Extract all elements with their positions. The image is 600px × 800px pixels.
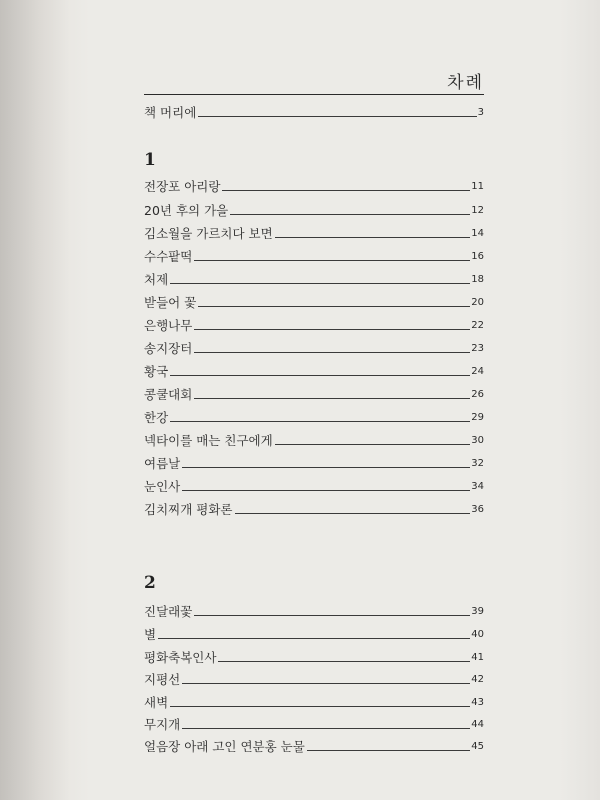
entry-label: 황국 [144,364,169,379]
toc-entry[interactable] [144,360,484,380]
entry-label: 책 머리에 [144,105,197,120]
entry-label: 무지개 [144,717,181,732]
leader-line [170,421,470,422]
entry-label: 지평선 [144,672,181,687]
leader-line [218,661,470,662]
entry-page: 20 [471,297,484,308]
entry-label: 받들어 꽃 [144,295,197,310]
toc-entry[interactable] [144,291,484,311]
title-rule [144,94,484,95]
toc-entry[interactable] [144,429,484,449]
toc-entry[interactable] [144,600,484,620]
entry-page: 42 [471,674,484,685]
toc-entry[interactable] [144,268,484,288]
toc-entry[interactable] [144,406,484,426]
entry-page: 12 [471,205,484,216]
entry-page: 44 [471,719,484,730]
leader-line [170,375,470,376]
entry-page: 24 [471,366,484,377]
entry-page: 23 [471,343,484,354]
leader-line [194,352,470,353]
entry-page: 32 [471,458,484,469]
entry-label: 여름날 [144,456,181,471]
toc-entry[interactable] [144,623,484,643]
leader-line [170,706,470,707]
toc-entry[interactable] [144,646,484,666]
toc-entry[interactable] [144,452,484,472]
leader-line [194,615,470,616]
leader-line [230,214,470,215]
entry-label: 김치찌개 평화론 [144,502,233,517]
leader-line [158,638,470,639]
leader-line [170,283,470,284]
section-number: 1 [144,150,156,170]
leader-line [275,237,471,238]
section-number: 2 [144,573,156,593]
entry-label: 한강 [144,410,169,425]
leader-line [275,444,471,445]
entry-label: 얼음장 아래 고인 연분홍 눈물 [144,739,305,754]
entry-page: 39 [471,606,484,617]
entry-page: 36 [471,504,484,515]
leader-line [182,490,470,491]
toc-entry[interactable] [144,199,484,219]
entry-label: 콩쿨대회 [144,387,193,402]
toc-entry[interactable] [144,175,484,195]
entry-label: 눈인사 [144,479,181,494]
leader-line [194,398,470,399]
entry-label: 수수팥떡 [144,249,193,264]
toc-entry[interactable] [144,735,484,755]
entry-page: 40 [471,629,484,640]
entry-label: 평화축복인사 [144,650,217,665]
toc-title: 차례 [447,73,484,93]
toc-entry[interactable] [144,314,484,334]
leader-line [198,306,470,307]
toc-entry[interactable] [144,691,484,711]
entry-page: 34 [471,481,484,492]
entry-page: 30 [471,435,484,446]
leader-line [182,683,470,684]
leader-line [182,728,470,729]
entry-label: 넥타이를 매는 친구에게 [144,433,273,448]
entry-label: 진달래꽃 [144,604,193,619]
entry-page: 22 [471,320,484,331]
entry-label: 새벽 [144,695,169,710]
leader-line [182,467,470,468]
toc-entry[interactable] [144,383,484,403]
entry-label: 김소월을 가르치다 보면 [144,226,273,241]
leader-line [194,260,470,261]
entry-page: 3 [477,107,484,118]
entry-page: 29 [471,412,484,423]
gutter-shadow [0,0,70,800]
entry-page: 18 [471,274,484,285]
entry-label: 전장포 아리랑 [144,179,221,194]
toc-entry[interactable] [144,475,484,495]
toc-entry-preface[interactable] [144,101,484,121]
toc-entry[interactable] [144,668,484,688]
toc-entry[interactable] [144,245,484,265]
toc-entry[interactable] [144,498,484,518]
leader-line [222,190,470,191]
entry-page: 11 [471,181,484,192]
entry-label: 별 [144,627,157,642]
entry-page: 14 [471,228,484,239]
leader-line [194,329,470,330]
leader-line [198,116,476,117]
entry-label: 처제 [144,272,169,287]
toc-entry[interactable] [144,337,484,357]
entry-label: 은행나무 [144,318,193,333]
entry-page: 26 [471,389,484,400]
toc-entry[interactable] [144,713,484,733]
entry-page: 41 [471,652,484,663]
entry-label: 송지장터 [144,341,193,356]
entry-page: 43 [471,697,484,708]
entry-page: 16 [471,251,484,262]
entry-page: 45 [471,741,484,752]
leader-line [235,513,471,514]
toc-entry[interactable] [144,222,484,242]
leader-line [307,750,470,751]
entry-label: 20년 후의 가을 [144,203,229,218]
